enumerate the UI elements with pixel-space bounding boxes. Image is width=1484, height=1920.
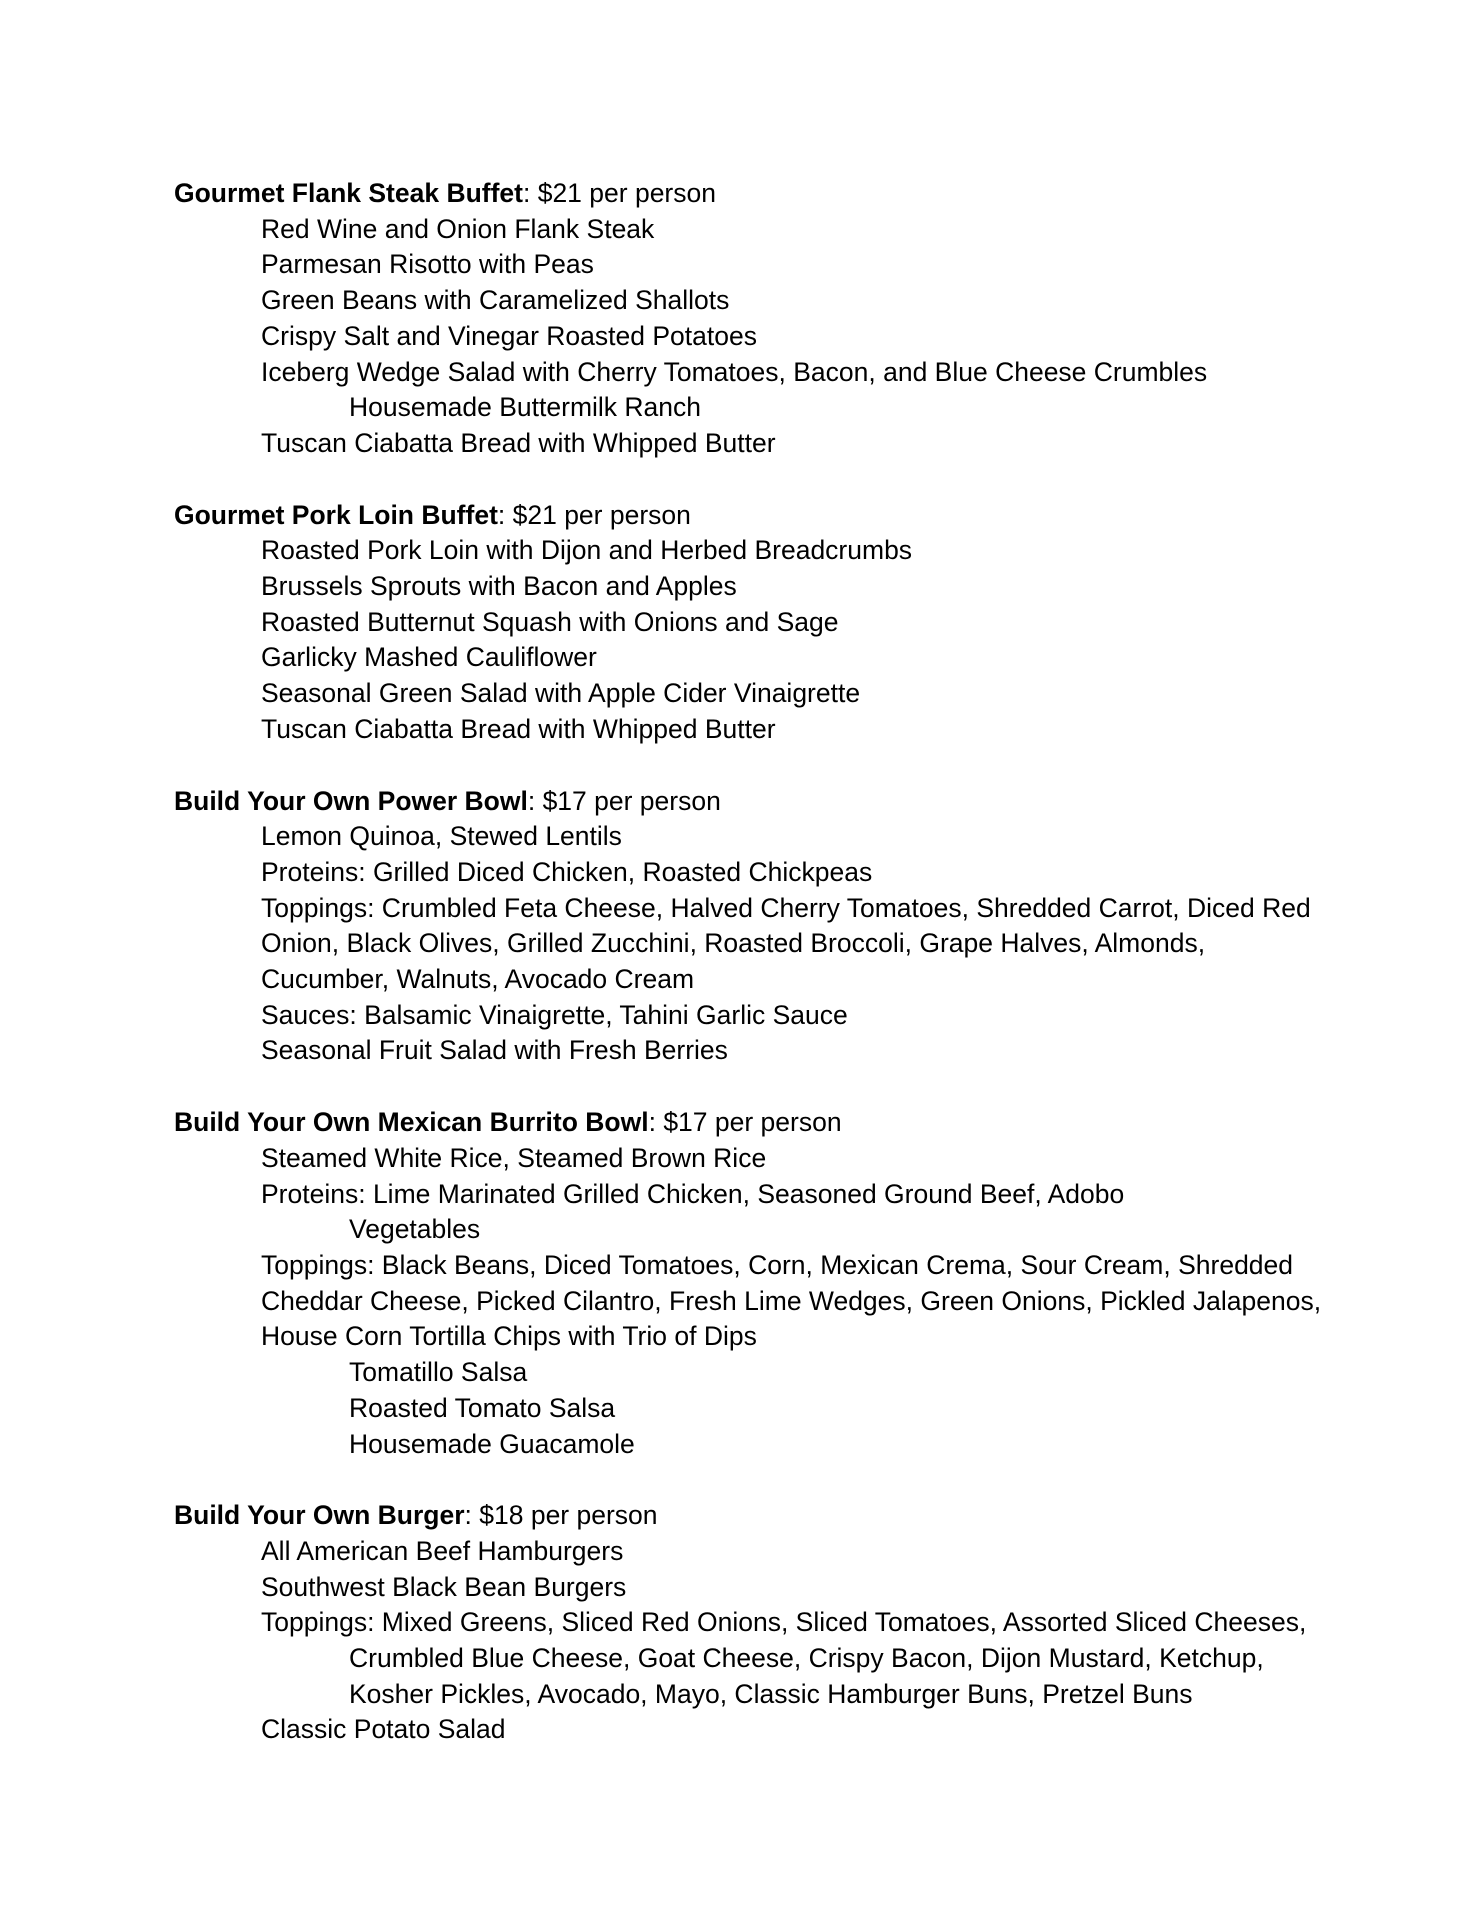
- menu-item: Southwest Black Bean Burgers: [261, 1571, 627, 1602]
- menu-item: Toppings: Black Beans, Diced Tomatoes, Corn, Mexican Crema, Sour Cream, Shredded: [261, 1249, 1294, 1280]
- menu-section: [174, 1105, 1374, 1462]
- section-price: : $17 per person: [648, 1107, 842, 1138]
- menu-content: [174, 176, 1374, 1784]
- menu-item: Roasted Pork Loin with Dijon and Herbed Breadcrumbs: [261, 535, 913, 566]
- menu-item: Crispy Salt and Vinegar Roasted Potatoes: [261, 320, 757, 351]
- menu-item: Iceberg Wedge Salad with Cherry Tomatoes, Bacon, and Blue Cheese Crumbles: [261, 356, 1208, 387]
- menu-subitem: Housemade Guacamole: [349, 1428, 635, 1459]
- section-price: : $21 per person: [522, 178, 716, 208]
- menu-section: [174, 176, 1374, 462]
- menu-item: Roasted Butternut Squash with Onions and Sage: [261, 606, 839, 637]
- menu-subitem: Kosher Pickles, Avocado, Mayo, Classic Hamburger Buns, Pretzel Buns: [349, 1678, 1193, 1709]
- menu-item: Cucumber, Walnuts, Avocado Cream: [261, 964, 695, 995]
- menu-item: Classic Potato Salad: [261, 1714, 506, 1745]
- menu-section: [174, 1498, 1374, 1748]
- menu-item: Onion, Black Olives, Grilled Zucchini, Roasted Broccoli, Grape Halves, Almonds,: [261, 928, 1206, 959]
- menu-item: Proteins: Grilled Diced Chicken, Roasted Chickpeas: [261, 856, 873, 887]
- menu-item: Proteins: Lime Marinated Grilled Chicken, Seasoned Ground Beef, Adobo: [261, 1178, 1125, 1209]
- section-heading: [174, 1498, 1374, 1534]
- section-heading: [174, 1105, 1374, 1141]
- section-heading: [174, 176, 1374, 212]
- menu-item: Green Beans with Caramelized Shallots: [261, 285, 730, 316]
- menu-subitem: Housemade Buttermilk Ranch: [349, 392, 702, 423]
- section-title: Gourmet Pork Loin Buffet: [174, 499, 498, 530]
- section-heading: [174, 784, 1374, 820]
- menu-item: Tuscan Ciabatta Bread with Whipped Butter: [261, 713, 776, 744]
- menu-subitem: Vegetables: [349, 1214, 481, 1245]
- menu-item: Tuscan Ciabatta Bread with Whipped Butter: [261, 427, 776, 458]
- menu-item: Parmesan Risotto with Peas: [261, 249, 594, 280]
- menu-section: [174, 784, 1374, 1070]
- menu-item: Steamed White Rice, Steamed Brown Rice: [261, 1142, 767, 1173]
- section-title: Build Your Own Mexican Burrito Bowl: [174, 1107, 649, 1138]
- section-title: Build Your Own Burger: [174, 1500, 465, 1531]
- menu-item: Red Wine and Onion Flank Steak: [261, 213, 655, 244]
- menu-section: [174, 498, 1374, 748]
- menu-item: Seasonal Fruit Salad with Fresh Berries: [261, 1035, 728, 1066]
- menu-item: Brussels Sprouts with Bacon and Apples: [261, 571, 737, 602]
- menu-item: Seasonal Green Salad with Apple Cider Vinaigrette: [261, 678, 861, 709]
- menu-item: House Corn Tortilla Chips with Trio of Dips: [261, 1321, 757, 1352]
- section-price: : $21 per person: [497, 499, 691, 530]
- menu-item: All American Beef Hamburgers: [261, 1535, 624, 1566]
- menu-item: Cheddar Cheese, Picked Cilantro, Fresh Lime Wedges, Green Onions, Pickled Jalapenos,: [261, 1285, 1322, 1316]
- menu-item: Toppings: Mixed Greens, Sliced Red Onions, Sliced Tomatoes, Assorted Sliced Cheeses,: [261, 1607, 1307, 1638]
- section-title: Gourmet Flank Steak Buffet: [174, 178, 523, 208]
- section-price: : $17 per person: [527, 785, 721, 816]
- menu-item: Toppings: Crumbled Feta Cheese, Halved Cherry Tomatoes, Shredded Carrot, Diced Red: [261, 892, 1311, 923]
- section-heading: [174, 498, 1374, 534]
- menu-item: Lemon Quinoa, Stewed Lentils: [261, 821, 622, 852]
- menu-subitem: Roasted Tomato Salsa: [349, 1392, 616, 1423]
- section-title: Build Your Own Power Bowl: [174, 785, 528, 816]
- section-price: : $18 per person: [464, 1500, 658, 1531]
- menu-subitem: Tomatillo Salsa: [349, 1357, 528, 1388]
- menu-subitem: Crumbled Blue Cheese, Goat Cheese, Crispy Bacon, Dijon Mustard, Ketchup,: [349, 1643, 1264, 1674]
- menu-item: Garlicky Mashed Cauliflower: [261, 642, 597, 673]
- menu-item: Sauces: Balsamic Vinaigrette, Tahini Garlic Sauce: [261, 999, 848, 1030]
